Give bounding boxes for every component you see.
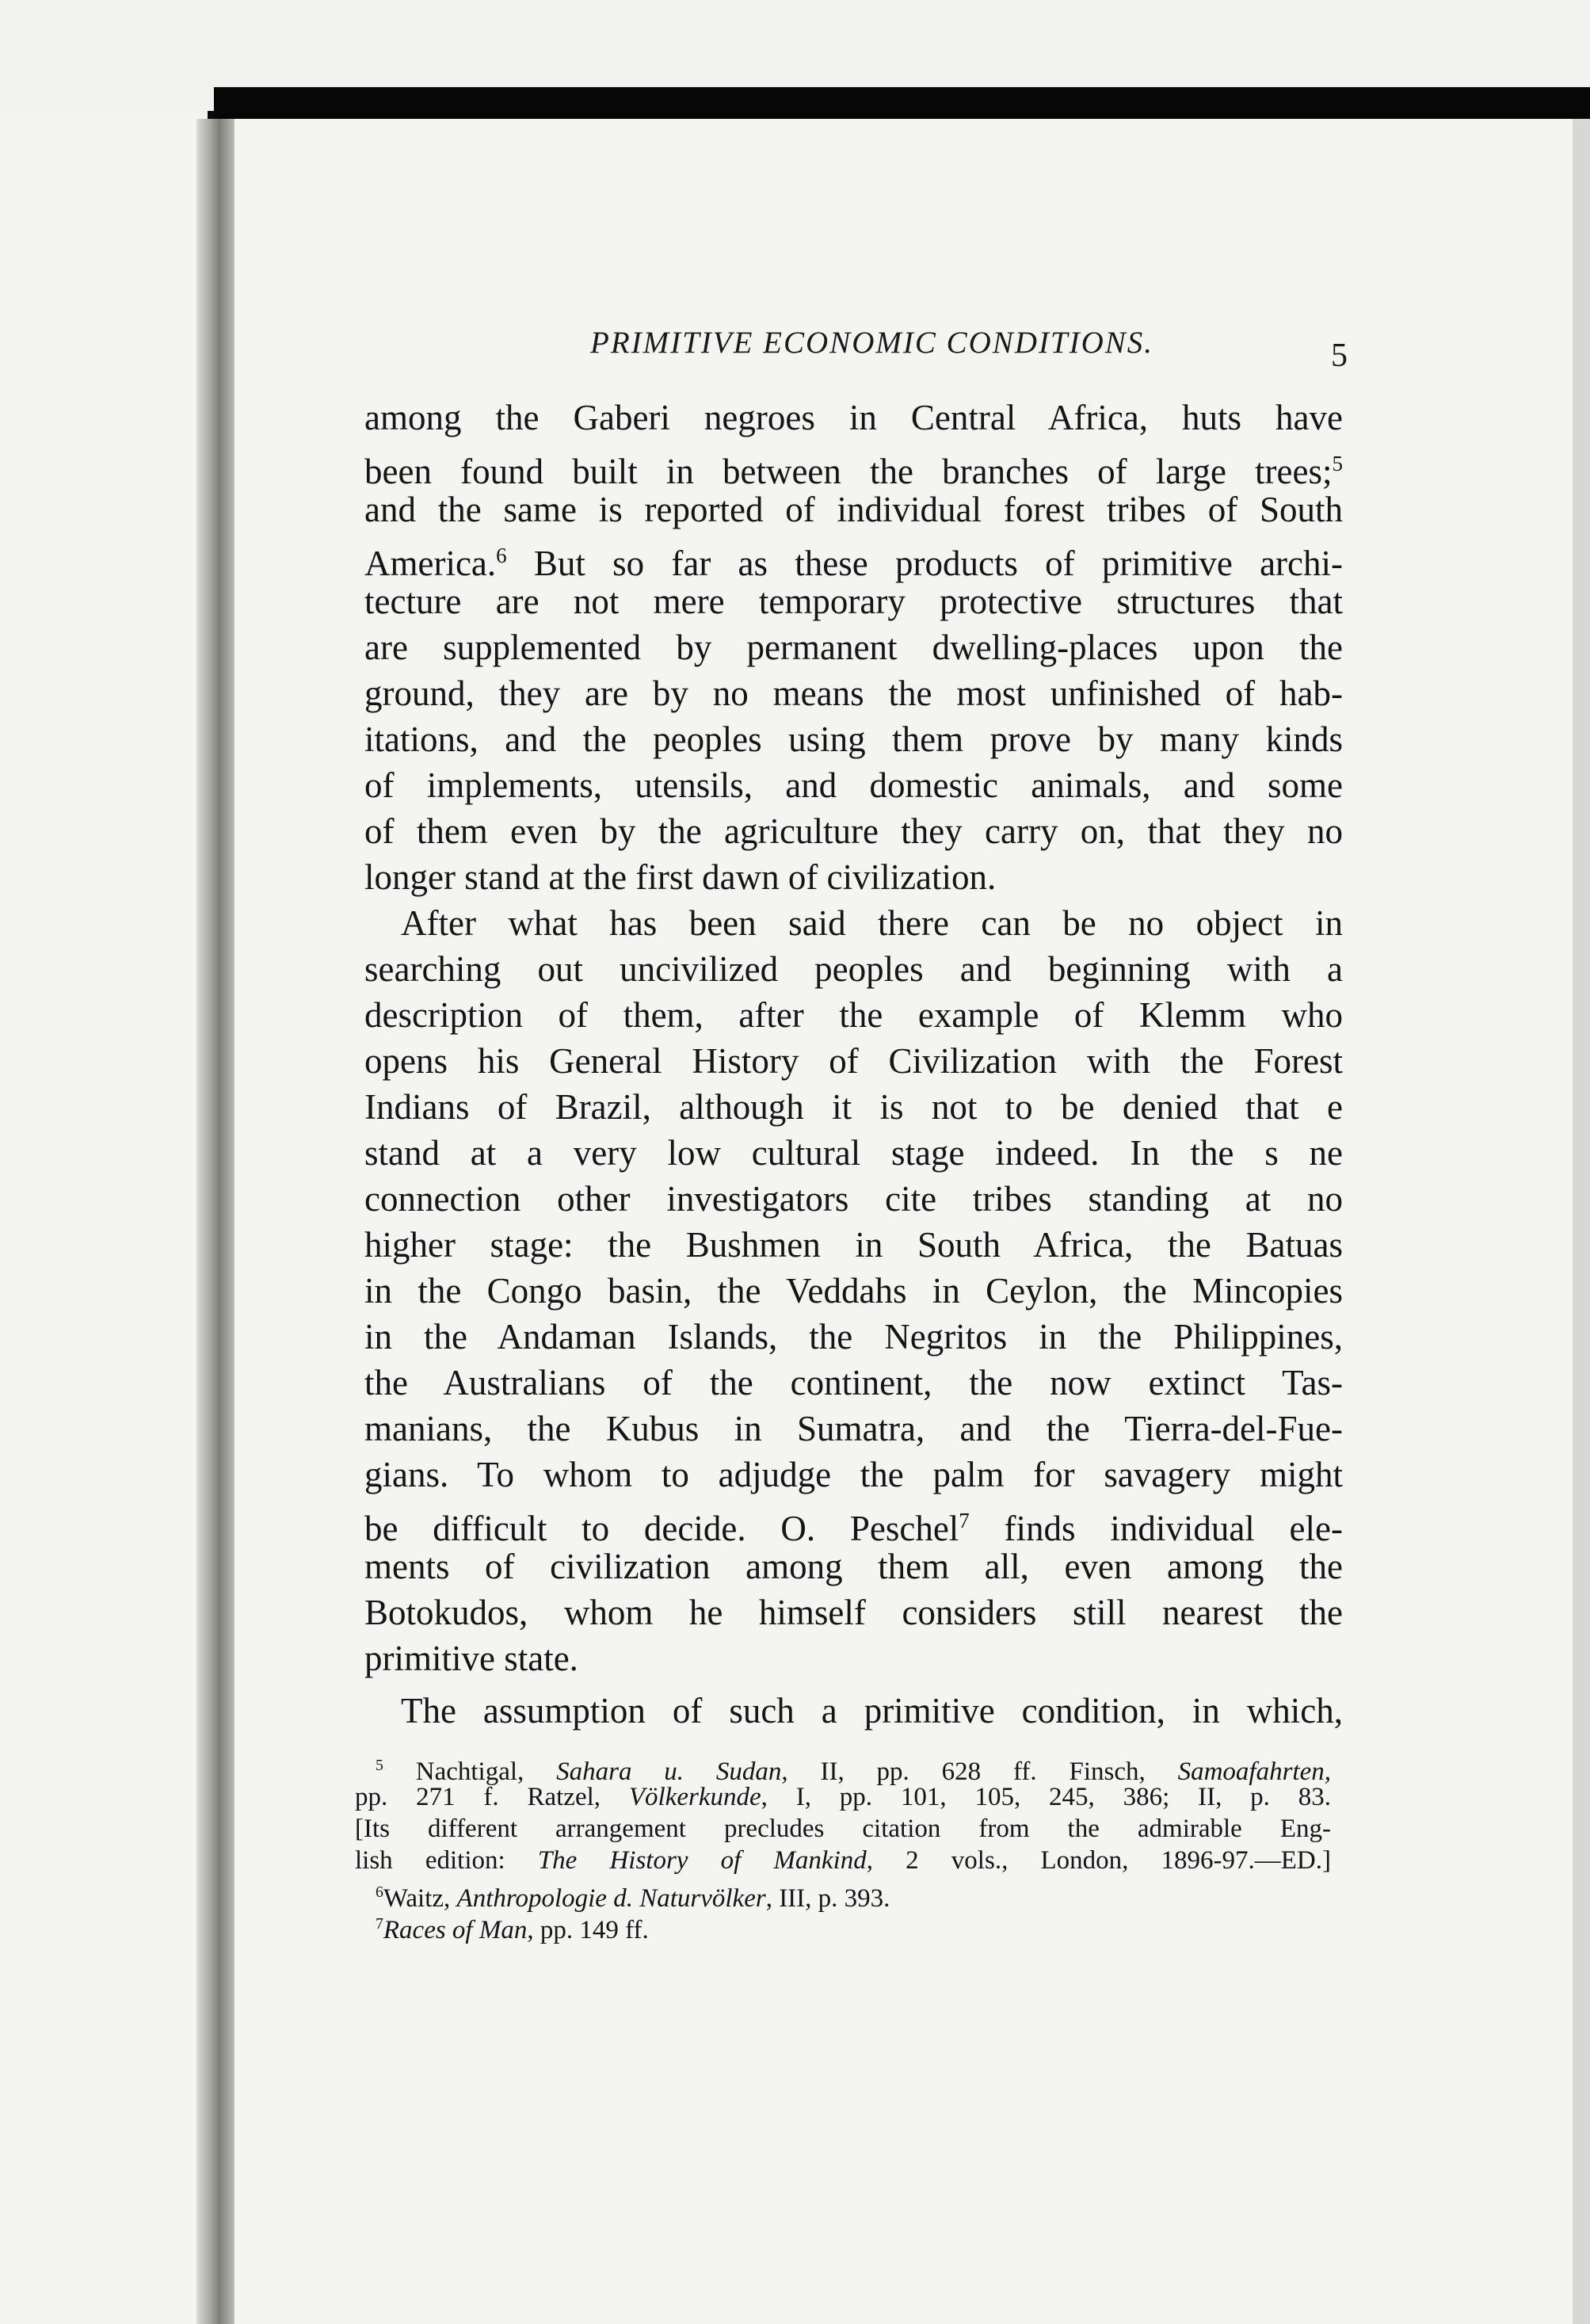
footnote-ref[interactable]: 7 [959,1509,970,1532]
footnote-mark: 7 [376,1915,383,1933]
body-line: and the same is reported of individual forest tribes of South [364,490,1343,529]
left-page-text [0,111,89,2324]
body-line: of implements, utensils, and domestic animals, and some [364,765,1343,805]
footnote-mark: 5 [376,1757,383,1774]
body-line: gians. To whom to adjudge the palm for savagery might [364,1455,1343,1494]
body-line: are supplemented by permanent dwelling-places upon the [364,628,1343,667]
body-line: Indians of Brazil, although it is not to be denied that e [364,1087,1343,1127]
body-line: ments of civilization among them all, even among the [364,1547,1343,1586]
body-line: the Australians of the continent, the now extinct Tas- [364,1363,1343,1402]
body-line: stand at a very low cultural stage indeed. In the s ne [364,1133,1343,1173]
footnote-title: Völkerkunde [628,1783,761,1811]
body-text: been found built in between the branches of large trees; [364,452,1333,491]
footnote-text: pp. 271 f. Ratzel, [355,1783,629,1811]
page-edge [1573,119,1590,2324]
body-line [364,1499,1343,1550]
footnote-5-line [355,1781,1331,1813]
footnote-text: Waitz, [383,1884,457,1913]
footnote-text: , III, p. 393. [765,1884,890,1913]
book-gutter [196,119,238,2324]
body-line: primitive state. [364,1639,578,1678]
body-line: among the Gaberi negroes in Central Africa, huts have [364,398,1343,437]
footnote-mark: 6 [376,1883,383,1901]
body-line: longer stand at the first dawn of civilization. [364,857,997,897]
body-text: But so far as these products of primitive archi- [506,544,1343,583]
running-head: PRIMITIVE ECONOMIC CONDITIONS. [590,326,1154,360]
footnote-5-line [355,1845,1331,1876]
body-line: Botokudos, whom he himself considers still nearest the [364,1593,1343,1632]
footnote-title: Sahara u. Sudan [556,1757,782,1786]
footnote-5-line: [Its different arrangement precludes citation from the admirable Eng- [355,1815,1331,1843]
footnote-ref[interactable]: 6 [496,544,507,567]
footnote-text: lish edition: [355,1846,538,1875]
footnote-7-line [355,1908,1331,1946]
left-page-text-clip [0,111,89,2324]
footnote-title: Anthropologie d. Naturvölker [456,1884,766,1913]
body-text: be difficult to decide. O. Peschel [364,1509,959,1548]
body-line: manians, the Kubus in Sumatra, and the Tierra-del-Fue- [364,1409,1343,1448]
body-line [364,902,1343,944]
footnote-ref[interactable]: 5 [1332,452,1343,475]
page-number: 5 [1331,338,1348,374]
body-line: itations, and the peoples using them prove by many kinds [364,719,1343,759]
body-line: in the Andaman Islands, the Negritos in the Philippines, [364,1317,1343,1357]
body-text: finds individual ele- [969,1509,1343,1548]
footnote-title: Races of Man [383,1916,528,1944]
body-text: America. [364,544,497,583]
footnote-title: Samoafahrten, [1177,1757,1331,1786]
footnote-text: , pp. 149 ff. [527,1916,649,1944]
body-line: description of them, after the example of Klemm who [364,995,1343,1035]
body-text: The assumption of such a primitive condition, in which, [401,1691,1343,1731]
body-line: searching out uncivilized peoples and beginning with a [364,949,1343,989]
body-line: higher stage: the Bushmen in South Africa, the Batuas [364,1225,1343,1265]
footnote-text: Nachtigal, [415,1757,557,1786]
body-line [364,442,1343,493]
footnote-text: , I, pp. 101, 105, 245, 386; II, p. 83. [761,1783,1331,1811]
body-text: After what has been said there can be no object in [401,903,1343,943]
left-page-fragment [0,111,208,2324]
body-line: of them even by the agriculture they carry on, that they no [364,811,1343,851]
body-line: tecture are not mere temporary protective structures that [364,582,1343,621]
footnote-title: The History of Mankind [537,1846,867,1875]
body-line [364,534,1343,585]
footnote-text: , II, pp. 628 ff. Finsch, [781,1757,1178,1786]
footnote-text: , 2 vols., London, 1896-97.—ED.] [866,1846,1331,1875]
body-line: in the Congo basin, the Veddahs in Ceylon, the Mincopies [364,1271,1343,1311]
body-line: opens his General History of Civilization with the Forest [364,1041,1343,1081]
body-line: connection other investigators cite tribes standing at no [364,1179,1343,1219]
body-line: ground, they are by no means the most unfinished of hab- [364,674,1343,713]
body-line [364,1689,1343,1732]
